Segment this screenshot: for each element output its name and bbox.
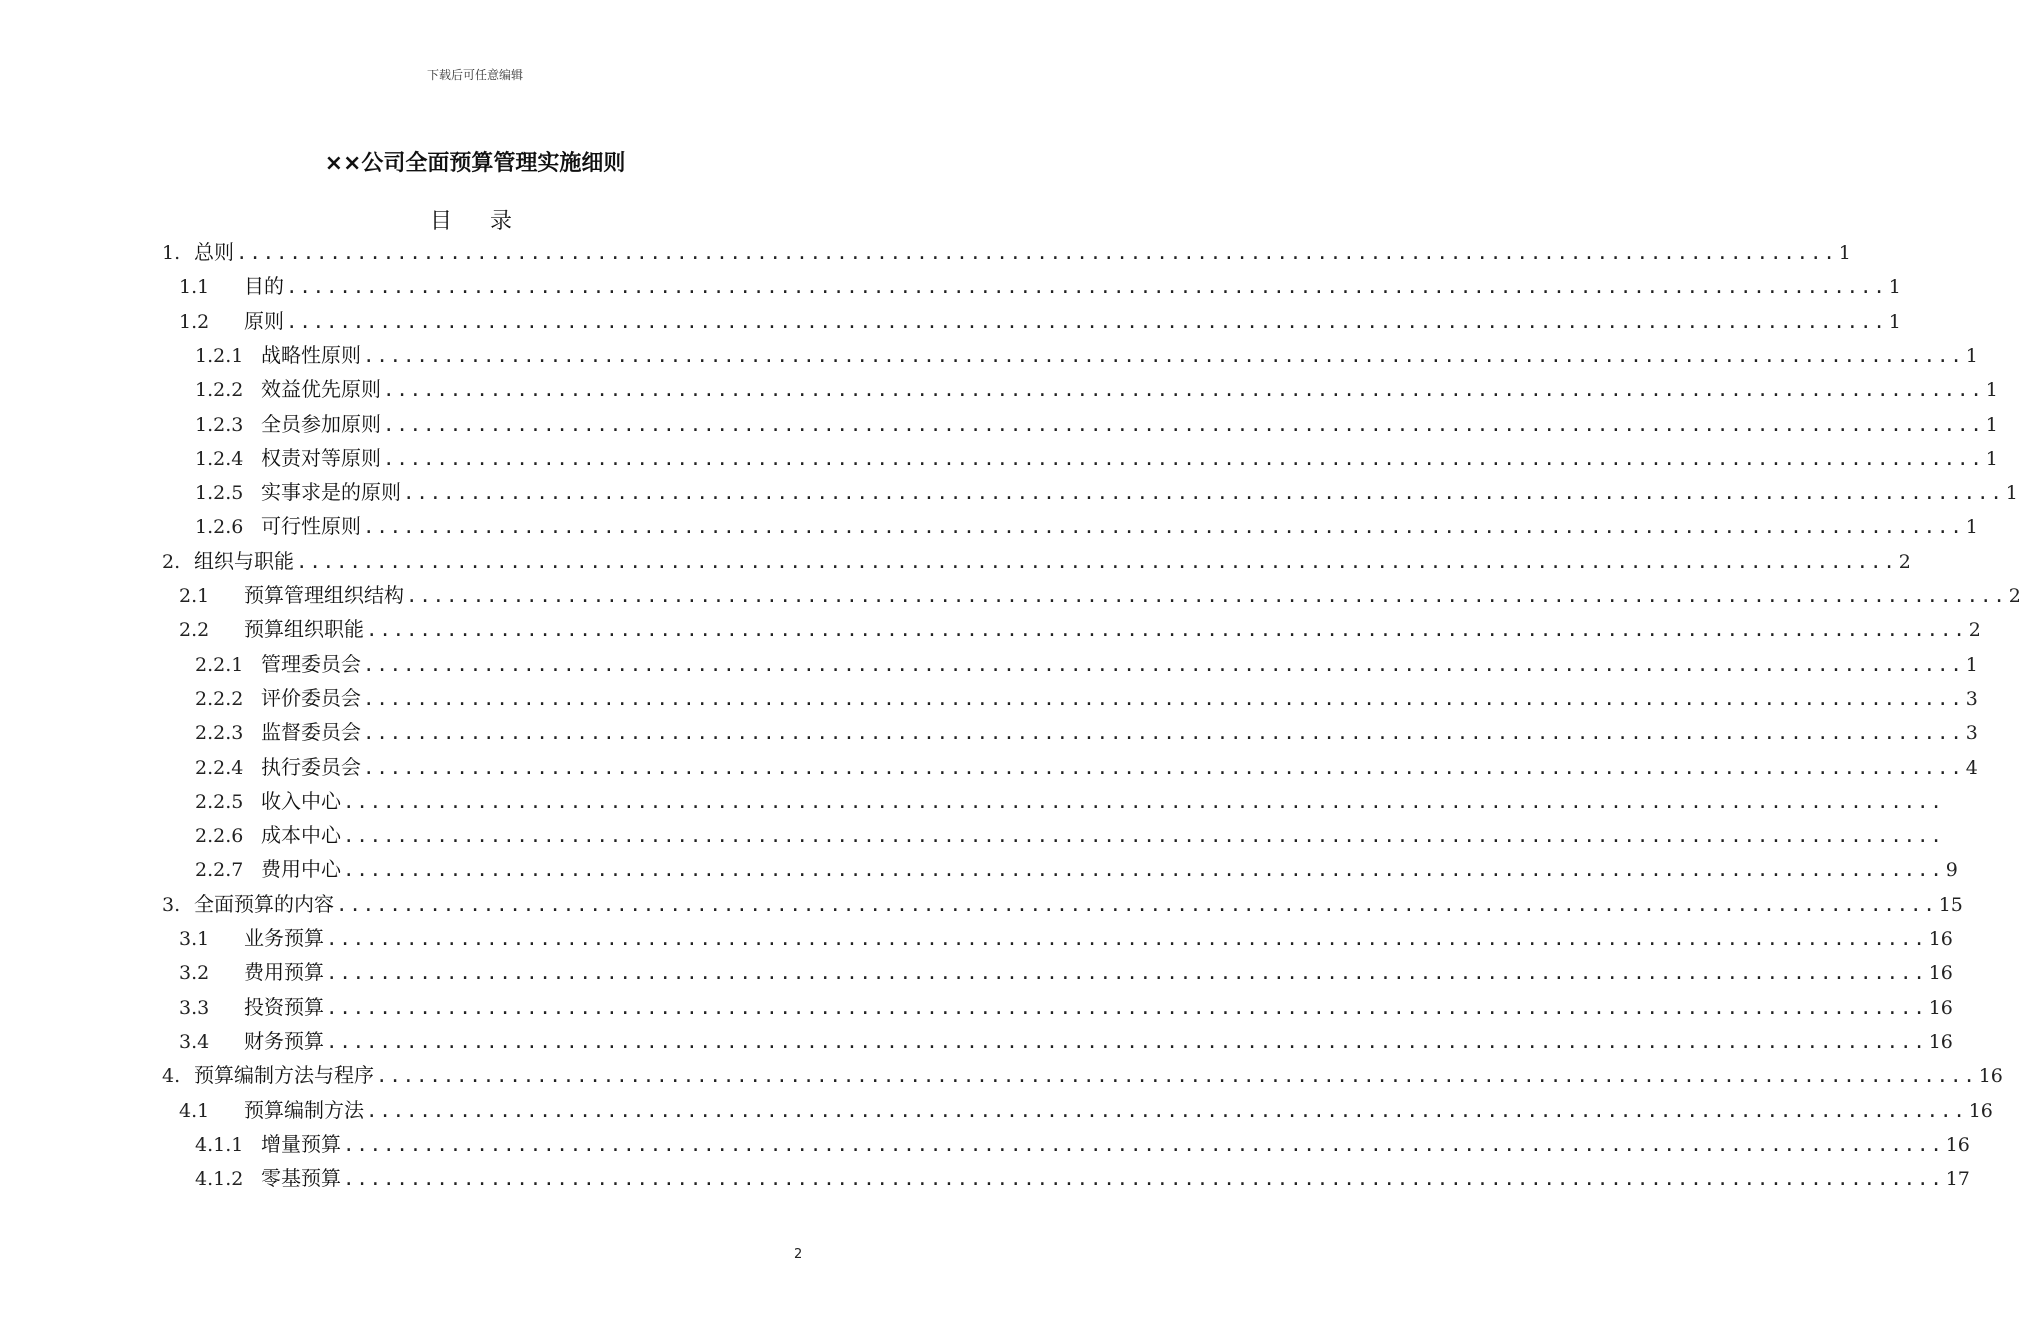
toc-entry-page: 3 xyxy=(1965,722,1978,745)
document-title: ××公司全面预算管理实施细则 xyxy=(324,151,626,176)
toc-entry-number: 1.2.1 xyxy=(195,344,244,367)
toc-entry[interactable] xyxy=(195,683,1978,713)
toc-entry-number: 1.2.4 xyxy=(195,447,244,470)
toc-entry-page: 17 xyxy=(1945,1168,1970,1191)
toc-entry[interactable] xyxy=(179,271,1901,301)
toc-entry-page: 1 xyxy=(1985,413,1998,436)
toc-entry-title: 财务预算 xyxy=(244,1028,324,1053)
toc-dot-leader: ........................................................................................................................ xyxy=(343,859,1944,882)
toc-entry-number: 2.2.3 xyxy=(195,722,244,745)
toc-entry-page: 1 xyxy=(1888,276,1901,299)
toc-entry-title: 费用中心 xyxy=(261,857,341,882)
toc-entry-title: 投资预算 xyxy=(244,994,324,1019)
toc-dot-leader: ........................................................................................................................ xyxy=(363,516,1964,539)
toc-entry[interactable] xyxy=(195,340,1978,370)
toc-entry[interactable] xyxy=(195,854,1958,884)
toc-entry-page: 16 xyxy=(1928,962,1953,985)
toc-entry-number: 3. xyxy=(162,893,181,916)
toc-entry[interactable] xyxy=(162,237,1851,267)
toc-entry[interactable] xyxy=(162,546,1911,576)
toc-entry[interactable] xyxy=(195,786,1944,816)
toc-dot-leader: ........................................................................................................................ xyxy=(403,482,2004,505)
toc-entry-number: 1.2.5 xyxy=(195,482,244,505)
toc-entry-number: 4.1 xyxy=(179,1099,210,1122)
toc-entry[interactable] xyxy=(179,1095,1993,1125)
toc-entry-number: 2.2.5 xyxy=(195,790,244,813)
toc-entry[interactable] xyxy=(195,443,1998,473)
toc-entry-number: 2.2.4 xyxy=(195,756,244,779)
toc-entry-title: 预算编制方法 xyxy=(244,1097,364,1122)
toc-entry-title: 预算管理组织结构 xyxy=(244,583,404,607)
toc-entry-number: 3.4 xyxy=(179,1030,210,1053)
toc-entry[interactable] xyxy=(179,1026,1953,1056)
header-note: 下载后可任意编辑 xyxy=(426,68,523,82)
toc-entry-page: 9 xyxy=(1945,859,1958,882)
toc-entry-page: 3 xyxy=(1965,687,1978,710)
toc-entry-page: 16 xyxy=(1928,1030,1953,1053)
toc-entry[interactable] xyxy=(179,614,1981,644)
toc-dot-leader: ........................................................................................................................ xyxy=(236,242,1837,264)
toc-dot-leader: ........................................................................................................................ xyxy=(366,1099,1967,1122)
toc-entry-title: 业务预算 xyxy=(244,926,324,950)
toc-entry-number: 3.1 xyxy=(179,928,210,950)
toc-entry-page: 16 xyxy=(1928,928,1953,950)
toc-entry[interactable] xyxy=(195,649,1978,679)
toc-entry[interactable] xyxy=(195,717,1978,747)
toc-entry-title: 目的 xyxy=(244,274,284,299)
toc-dot-leader: ........................................................................................................................ xyxy=(363,756,1964,779)
toc-entry-number: 2.2.1 xyxy=(195,653,244,676)
toc-entry-number: 1. xyxy=(162,242,181,264)
toc-entry-title: 管理委员会 xyxy=(261,651,361,676)
toc-dot-leader: ........................................................................................................................ xyxy=(363,687,1964,710)
toc-entry-number: 1.2 xyxy=(179,310,210,333)
toc-entry-title: 战略性原则 xyxy=(261,342,361,367)
toc-entry-number: 2.2.7 xyxy=(195,859,244,882)
toc-dot-leader: ........................................................................................................................ xyxy=(326,928,1927,950)
toc-entry-page: 2 xyxy=(1968,619,1981,642)
toc-dot-leader: ........................................................................................................................ xyxy=(363,344,1964,367)
toc-entry-title: 可行性原则 xyxy=(261,514,361,539)
toc-entry-title: 原则 xyxy=(244,308,284,333)
toc-entry-number: 2.2 xyxy=(179,619,210,642)
toc-entry-title: 费用预算 xyxy=(244,960,324,985)
toc-entry-page: 4 xyxy=(1965,756,1978,779)
toc-entry-page: 1 xyxy=(1965,344,1978,367)
toc-entry-title: 效益优先原则 xyxy=(261,377,381,402)
toc-dot-leader: ........................................................................................................................ xyxy=(296,550,1897,573)
toc-entry-page: 2 xyxy=(1898,550,1911,573)
toc-entry[interactable] xyxy=(195,752,1978,782)
toc-entry-title: 权责对等原则 xyxy=(261,445,381,470)
toc-dot-leader: ........................................................................................................................ xyxy=(326,996,1927,1019)
toc-entry[interactable] xyxy=(179,306,1901,336)
toc-dot-leader: ........................................................................................................................ xyxy=(326,1030,1927,1053)
toc-entry-page: 16 xyxy=(1945,1133,1970,1156)
toc-entry-number: 2.2.6 xyxy=(195,825,244,848)
toc-entry-title: 成本中心 xyxy=(261,823,341,848)
toc-heading xyxy=(0,204,950,235)
toc-entry[interactable] xyxy=(195,409,1998,439)
toc-entry-number: 4.1.2 xyxy=(195,1168,244,1191)
toc-entry-number: 2.1 xyxy=(179,585,210,607)
toc-entry-page: 1 xyxy=(1965,653,1978,676)
toc-entry-title: 评价委员会 xyxy=(261,685,361,710)
toc-entry-title: 全面预算的内容 xyxy=(194,891,334,916)
toc-entry[interactable] xyxy=(179,580,2021,610)
toc-dot-leader: ........................................................................................................................ xyxy=(343,1168,1944,1191)
toc-entry-page: 1 xyxy=(1985,447,1998,470)
toc-entry[interactable] xyxy=(195,1129,1970,1159)
toc-entry[interactable] xyxy=(195,477,2018,507)
toc-entry-title: 增量预算 xyxy=(261,1131,341,1156)
toc-dot-leader: ........................................................................................................................ xyxy=(343,825,1944,848)
toc-entry-number: 2. xyxy=(162,550,181,573)
toc-entry-number: 1.1 xyxy=(179,276,210,299)
toc-entry-number: 1.2.2 xyxy=(195,379,244,402)
toc-entry-number: 3.3 xyxy=(179,996,210,1019)
toc-dot-leader: ........................................................................................................................ xyxy=(383,379,1984,402)
toc-entry-number: 1.2.6 xyxy=(195,516,244,539)
toc-dot-leader: ........................................................................................................................ xyxy=(383,447,1984,470)
toc-entry-number: 4. xyxy=(162,1065,181,1088)
toc-dot-leader: ........................................................................................................................ xyxy=(363,722,1964,745)
toc-dot-leader: ........................................................................................................................ xyxy=(376,1065,1977,1088)
toc-entry[interactable] xyxy=(195,1163,1970,1193)
toc-entry-page: 1 xyxy=(1838,242,1851,264)
toc-entry-page: 1 xyxy=(1985,379,1998,402)
toc-entry-page: 1 xyxy=(2005,482,2018,505)
toc-dot-leader: ........................................................................................................................ xyxy=(406,585,2007,607)
toc-dot-leader: ........................................................................................................................ xyxy=(363,653,1964,676)
toc-entry-number: 1.2.3 xyxy=(195,413,244,436)
toc-dot-leader: ........................................................................................................................ xyxy=(343,1133,1944,1156)
toc-entry-page: 1 xyxy=(1888,310,1901,333)
toc-entry[interactable] xyxy=(179,992,1953,1022)
toc-entry-title: 监督委员会 xyxy=(261,720,361,745)
toc-entry[interactable] xyxy=(179,923,1953,953)
toc-entry-page: 2 xyxy=(2008,585,2021,607)
toc-entry-title: 总则 xyxy=(194,240,234,264)
toc-dot-leader: ........................................................................................................................ xyxy=(286,276,1887,299)
toc-entry[interactable] xyxy=(195,374,1998,404)
toc-entry-page: 16 xyxy=(1978,1065,2003,1088)
toc-entry-title: 组织与职能 xyxy=(194,548,294,573)
toc-entry-page: 16 xyxy=(1928,996,1953,1019)
toc-dot-leader: ........................................................................................................................ xyxy=(286,310,1887,333)
toc-entry[interactable] xyxy=(195,820,1944,850)
toc-heading-text: 目 录 xyxy=(430,209,520,234)
toc-entry-number: 3.2 xyxy=(179,962,210,985)
toc-dot-leader: ........................................................................................................................ xyxy=(383,413,1984,436)
toc-entry-page: 1 xyxy=(1965,516,1978,539)
toc-entry[interactable] xyxy=(195,511,1978,541)
toc-entry-page: 16 xyxy=(1968,1099,1993,1122)
page-number: 2 xyxy=(794,1247,803,1262)
toc-entry[interactable] xyxy=(179,957,1953,987)
toc-entry-title: 执行委员会 xyxy=(261,754,361,779)
toc-entry-title: 预算组织职能 xyxy=(244,617,364,642)
toc-entry[interactable] xyxy=(162,889,1963,919)
toc-entry-title: 预算编制方法与程序 xyxy=(194,1063,374,1088)
toc-entry-number: 2.2.2 xyxy=(195,687,244,710)
toc-dot-leader: ........................................................................................................................ xyxy=(336,893,1937,916)
toc-dot-leader: ........................................................................................................................ xyxy=(366,619,1967,642)
toc-entry[interactable] xyxy=(162,1060,2003,1090)
toc-entry-number: 4.1.1 xyxy=(195,1133,244,1156)
toc-dot-leader: ........................................................................................................................ xyxy=(326,962,1927,985)
toc-entry-title: 全员参加原则 xyxy=(261,411,381,436)
toc-entry-page: 15 xyxy=(1938,893,1963,916)
toc-entry-title: 收入中心 xyxy=(261,788,341,813)
toc-entry-title: 零基预算 xyxy=(261,1166,341,1191)
toc-dot-leader: ........................................................................................................................ xyxy=(343,790,1944,813)
toc-entry-title: 实事求是的原则 xyxy=(261,480,401,505)
